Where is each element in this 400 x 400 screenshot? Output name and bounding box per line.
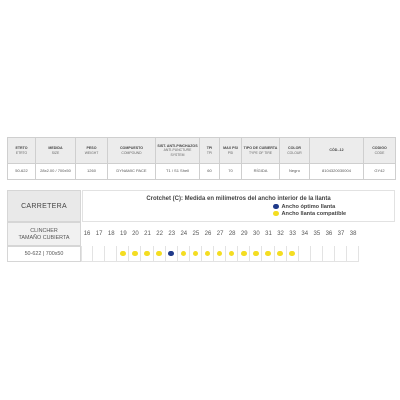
width-label: 20 [132, 231, 139, 237]
cell-compuesto: DYNAMIC PACE [108, 164, 156, 180]
width-label: 26 [204, 231, 212, 237]
width-column [335, 222, 347, 262]
width-label: 19 [119, 231, 127, 237]
compatible-width-dot-icon [277, 251, 283, 257]
legend-compatible-label: Ancho llanta compatible [281, 210, 347, 217]
compatible-width-dot-icon [289, 251, 295, 257]
width-cell [81, 246, 93, 262]
width-column [81, 222, 93, 262]
spec-data-row [8, 164, 396, 180]
header-peso: PESO WEIGHT [76, 138, 108, 164]
width-column [141, 222, 153, 262]
cell-cod-12: 8104320030004 [310, 164, 364, 180]
width-column [287, 222, 299, 262]
width-cell [262, 246, 274, 262]
compatible-width-dot-icon [144, 251, 150, 257]
width-column [129, 222, 141, 262]
width-label: 31 [265, 231, 272, 237]
width-cell [250, 246, 262, 262]
cell-peso: 1260 [76, 164, 108, 180]
width-label: 25 [192, 231, 200, 237]
compatible-width-dot-icon [193, 251, 199, 257]
width-label: 18 [107, 231, 115, 237]
size-value: 50-622 | 700x50 [7, 246, 81, 262]
cell-color: Negro [280, 164, 310, 180]
header-medida: MEDIDA SIZE [36, 138, 76, 164]
width-cell [275, 246, 287, 262]
width-cell [311, 246, 323, 262]
rim-legend [82, 190, 395, 222]
cell-medida: 28x2.00 / 700x50 [36, 164, 76, 180]
width-cell [93, 246, 105, 262]
header-etrto: ETRTO ETRTO [8, 138, 36, 164]
width-label: 30 [253, 231, 260, 237]
width-column [190, 222, 202, 262]
size-header-line2: TAMAÑO CUBIERTA [18, 235, 70, 241]
width-label: 17 [95, 231, 103, 237]
compatible-width-dot-icon [132, 251, 138, 257]
header-codigo: CODIGO CODE [364, 138, 396, 164]
width-column [238, 222, 250, 262]
width-label: 36 [325, 231, 333, 237]
spec-table [7, 137, 396, 180]
width-label: 33 [289, 231, 296, 237]
width-cell [190, 246, 202, 262]
width-label: 35 [313, 231, 321, 237]
header-tipo-cubierta: TIPO DE CUBIERTA TYPE OF TIRE [242, 138, 280, 164]
compatible-width-dot-icon [156, 251, 162, 257]
width-cell [166, 246, 178, 262]
compatible-dot-icon [273, 211, 279, 217]
legend-title: Crotchet (C): Medida en milímetros del ancho interior de la llanta [146, 196, 331, 202]
width-cell [335, 246, 347, 262]
cell-antipinchazos: T1 / S1 Shell [156, 164, 200, 180]
header-compuesto: COMPUESTO COMPOUND [108, 138, 156, 164]
width-cell [105, 246, 117, 262]
size-header [7, 222, 81, 246]
compatible-width-dot-icon [253, 251, 259, 257]
width-cell [154, 246, 166, 262]
header-color: COLOR COLOUR [280, 138, 310, 164]
optimo-width-dot-icon [168, 251, 174, 257]
width-column [202, 222, 214, 262]
width-label: 29 [240, 231, 248, 237]
width-column [154, 222, 166, 262]
width-label: 24 [180, 231, 188, 237]
width-label: 21 [144, 231, 151, 237]
width-column [262, 222, 274, 262]
width-label: 22 [156, 231, 163, 237]
width-cell [226, 246, 238, 262]
width-cell [129, 246, 141, 262]
width-label: 28 [228, 231, 236, 237]
spec-header-row [8, 138, 396, 164]
width-cell [347, 246, 359, 262]
header-tpi: TPI TPI [200, 138, 220, 164]
legend-optimo-row [273, 204, 335, 210]
width-column [93, 222, 105, 262]
cell-tipo-cubierta: RÍGIDA [242, 164, 280, 180]
width-cell [323, 246, 335, 262]
width-cell [299, 246, 311, 262]
rim-width-grid [81, 222, 359, 262]
compatible-width-dot-icon [181, 251, 187, 257]
width-label: 38 [349, 231, 357, 237]
cell-tpi: 60 [200, 164, 220, 180]
width-column [275, 222, 287, 262]
width-cell [117, 246, 129, 262]
width-column [226, 222, 238, 262]
width-label: 32 [277, 231, 284, 237]
compatible-width-dot-icon [217, 251, 223, 257]
cell-codigo: GY42 [364, 164, 396, 180]
width-label: 16 [83, 231, 91, 237]
width-column [117, 222, 129, 262]
width-label: 27 [216, 231, 224, 237]
optimo-dot-icon [273, 204, 279, 210]
legend-compatible-row [273, 211, 346, 217]
section-title-carretera: CARRETERA [7, 190, 81, 222]
width-cell [287, 246, 299, 262]
width-cell [178, 246, 190, 262]
compatible-width-dot-icon [205, 251, 211, 257]
width-column [311, 222, 323, 262]
legend-optimo-label: Ancho óptimo llanta [281, 203, 336, 210]
size-header-line1: CLINCHER [30, 228, 58, 234]
header-max-psi: MAX PSI PSI [220, 138, 242, 164]
width-column [166, 222, 178, 262]
width-column [214, 222, 226, 262]
cell-max-psi: 70 [220, 164, 242, 180]
compatible-width-dot-icon [265, 251, 271, 257]
header-cod-12: CÓD.-12 [310, 138, 364, 164]
width-column [105, 222, 117, 262]
width-column [299, 222, 311, 262]
width-label: 23 [168, 231, 176, 237]
compatible-width-dot-icon [241, 251, 247, 257]
width-cell [238, 246, 250, 262]
width-column [347, 222, 359, 262]
compatible-width-dot-icon [120, 251, 126, 257]
width-cell [214, 246, 226, 262]
width-column [250, 222, 262, 262]
width-label: 37 [337, 231, 345, 237]
cell-etrto: 50-622 [8, 164, 36, 180]
width-cell [141, 246, 153, 262]
width-label: 34 [301, 231, 309, 237]
width-cell [202, 246, 214, 262]
width-column [323, 222, 335, 262]
header-antipinchazos: SIST. ANTI-PINCHAZOS ANTI-PUNCTURE SYSTEM [156, 138, 200, 164]
compatible-width-dot-icon [229, 251, 235, 257]
width-column [178, 222, 190, 262]
